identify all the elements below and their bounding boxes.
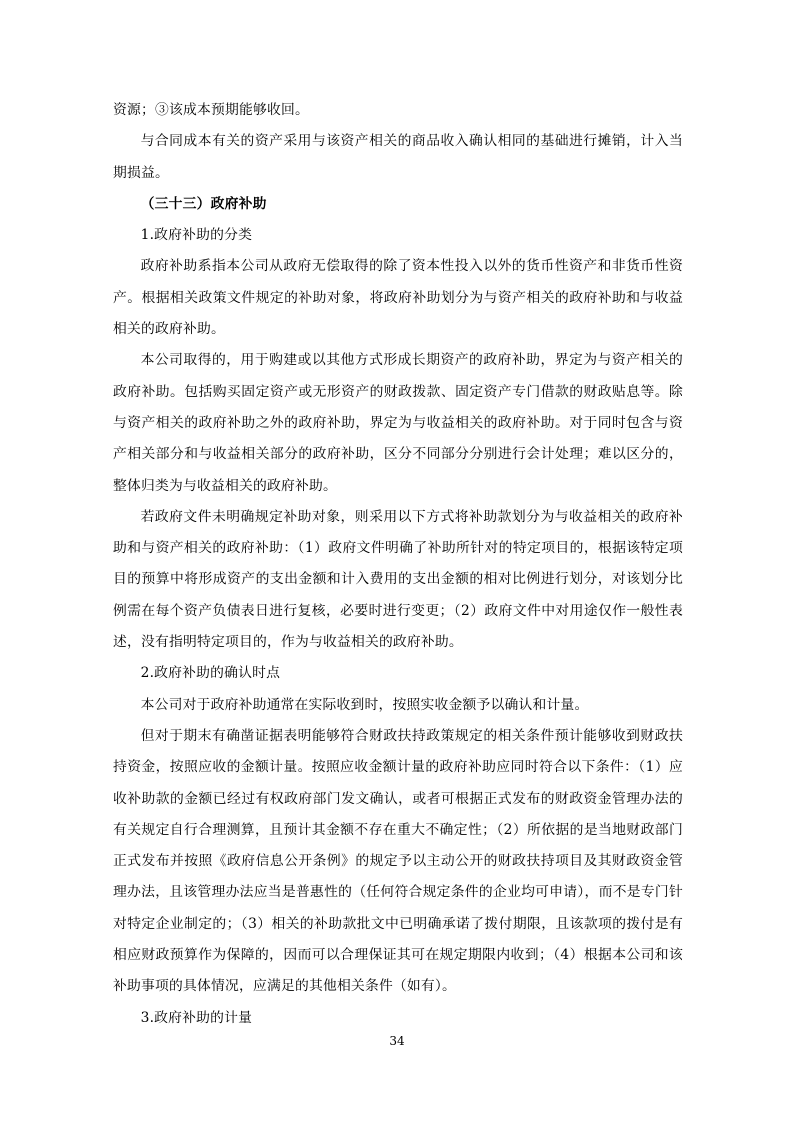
paragraph: 但对于期末有确凿证据表明能够符合财政扶持政策规定的相关条件预计能够收到财政扶持资金，按照应收的金额计量。按照应收金额计量的政府补助应同时符合以下条件：（1）应收补助款的金额已经过有权政府部门发文确认，或者可根据正式发布的财政资金管理办法的有关规定自行合理测算，且预计其金额不存在重大不确定性；（2）所依据的是当地财政部门正式发布并按照《政府信息公开条例》的规定予以主动公开的财政扶持项目及其财政资金管理办法，且该管理办法应当是普惠性的（任何符合规定条件的企业均可申请），而不是专门针对特定企业制定的；（3）相关的补助款批文中已明确承诺了拨付期限，且该款项的拨付是有相应财政预算作为保障的，因而可以合理保证其可在规定期限内收到；（4）根据本公司和该补助事项的具体情况，应满足的其他相关条件（如有）。	[113, 727, 683, 995]
paragraph: 2.政府补助的确认时点	[140, 665, 281, 682]
paragraph: 3.政府补助的计量	[140, 1009, 253, 1026]
paragraph: 本公司对于政府补助通常在实际收到时，按照实收金额予以确认和计量。	[140, 696, 589, 713]
section-heading: （三十三）政府补助	[140, 195, 267, 212]
paragraph: 政府补助系指本公司从政府无偿取得的除了资本性投入以外的货币性资产和非货币性资产。根据相关政策文件规定的补助对象，将政府补助划分为与资产相关的政府补助和与收益相关的政府补助。	[113, 258, 683, 338]
document-body	[113, 95, 683, 1034]
page-number: 34	[389, 1034, 405, 1048]
paragraph: 资源；③该成本预期能够收回。	[113, 102, 309, 118]
paragraph: 若政府文件未明确规定补助对象，则采用以下方式将补助款划分为与收益相关的政府补助和与资产相关的政府补助：（1）政府文件明确了补助所针对的特定项目的，根据该特定项目的预算中将形成资产的支出金额和计入费用的支出金额的相对比例进行划分，对该划分比例需在每个资产负债表日进行复核，必要时进行变更；（2）政府文件中对用途仅作一般性表述，没有指明特定项目的，作为与收益相关的政府补助。	[113, 508, 683, 651]
paragraph: 本公司取得的，用于购建或以其他方式形成长期资产的政府补助，界定为与资产相关的政府补助。包括购买固定资产或无形资产的财政拨款、固定资产专门借款的财政贴息等。除与资产相关的政府补助之外的政府补助，界定为与收益相关的政府补助。对于同时包含与资产相关部分和与收益相关部分的政府补助，区分不同部分分别进行会计处理；难以区分的，整体归类为与收益相关的政府补助。	[113, 352, 683, 494]
paragraph: 与合同成本有关的资产采用与该资产相关的商品收入确认相同的基础进行摊销，计入当期损益。	[113, 133, 683, 181]
paragraph: 1.政府补助的分类	[140, 227, 253, 244]
